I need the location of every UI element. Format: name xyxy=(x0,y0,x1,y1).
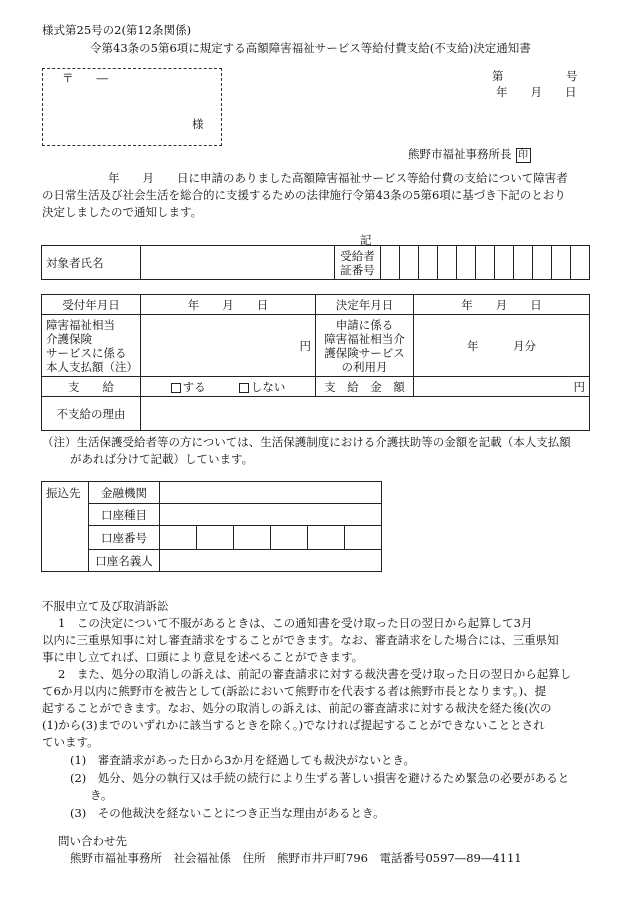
number-cell[interactable] xyxy=(457,246,476,280)
recipient-name-label: 対象者氏名 xyxy=(42,246,141,280)
decision-date-value[interactable]: 年 月 日 xyxy=(414,295,590,315)
bank-table xyxy=(41,481,382,572)
number-cell[interactable] xyxy=(476,246,495,280)
postal-code: 〒 ― xyxy=(62,71,108,85)
decision-date-label: 決定年月日 xyxy=(316,295,414,315)
payment-options xyxy=(141,377,316,397)
sender xyxy=(408,146,531,163)
amount-value[interactable]: 円 xyxy=(141,315,316,377)
account-number-cell[interactable] xyxy=(197,526,234,550)
account-number-label: 口座番号 xyxy=(89,526,160,550)
intro-line-3: 決定しましたので通知します。 xyxy=(42,205,203,219)
account-type-label: 口座種目 xyxy=(89,504,160,526)
honorific: 様 xyxy=(192,117,204,131)
number-cell[interactable] xyxy=(571,246,590,280)
note-line-1: （注）生活保護受給者等の方については、生活保護制度における介護扶助等の金額を記載（本人支払額 xyxy=(42,435,571,449)
appeal-item: (2) 処分、処分の執行又は手続の続行により生ずる著しい損害を避けるため緊急の必要があると xyxy=(70,771,570,785)
appeal-line: 事に申し立てれば、口頭により意見を述べることができます。 xyxy=(42,650,364,664)
reason-value[interactable] xyxy=(141,397,590,431)
reason-label: 不支給の理由 xyxy=(42,397,141,431)
appeal-line: ています。 xyxy=(42,735,99,749)
form-number: 様式第25号の2(第12条関係) xyxy=(42,23,192,37)
doc-date: 年 月 日 xyxy=(496,85,577,99)
contact-line: 熊野市福祉事務所 社会福祉係 住所 熊野市井戸町796 電話番号0597―89―4111 xyxy=(70,851,522,865)
intro-line-2: の日常生活及び社会生活を総合的に支援するための法律施行令第43条の5第6項に基づき下記のとおり xyxy=(42,188,566,202)
recipient-table xyxy=(41,245,590,280)
number-cell[interactable] xyxy=(381,246,400,280)
option-no-label: しない xyxy=(250,379,286,394)
account-holder-value[interactable] xyxy=(160,550,382,572)
bank-name-value[interactable] xyxy=(160,482,382,504)
appeal-line: 以内に三重県知事に対し審査請求をすることができます。なお、審査請求をした場合には、三重県知 xyxy=(42,633,559,647)
decision-table xyxy=(41,294,590,431)
appeal-line: て6か月以内に熊野市を被告として(訴訟において熊野市を代表する者は熊野市長となります。)、提 xyxy=(42,684,547,698)
intro-line-1: 年 月 日に申請のありました高額障害福祉サービス等給付費の支給について障害者 xyxy=(108,171,568,185)
account-number-cell[interactable] xyxy=(160,526,197,550)
account-type-value[interactable] xyxy=(160,504,382,526)
account-holder-label: 口座名義人 xyxy=(89,550,160,572)
seal-icon: 印 xyxy=(516,148,531,163)
number-cell[interactable] xyxy=(533,246,552,280)
appeal-line: 1 この決定について不服があるときは、この通知書を受け取った日の翌日から起算して3月 xyxy=(58,616,533,630)
number-cell[interactable] xyxy=(438,246,457,280)
receipt-date-label: 受付年月日 xyxy=(42,295,141,315)
appeal-line: (1)から(3)までのいずれかに該当するときを除く。)でなければ提起することができないこととされ xyxy=(42,718,545,732)
number-cell[interactable] xyxy=(552,246,571,280)
recipient-name-value[interactable] xyxy=(141,246,335,280)
ki-label: 記 xyxy=(360,233,372,247)
appeal-title: 不服申立て及び取消訴訟 xyxy=(42,599,169,613)
checkbox-yes[interactable] xyxy=(171,383,181,393)
amount-label: 障害福祉相当 介護保険 サービスに係る 本人支払額（注） xyxy=(42,315,141,377)
number-cell[interactable] xyxy=(514,246,533,280)
appeal-item: (1) 審査請求があった日から3か月を経過しても裁決がないとき。 xyxy=(70,753,416,767)
sender-name: 熊野市福祉事務所長 xyxy=(408,147,512,161)
pay-amount-label: 支 給 金 額 xyxy=(316,377,414,397)
account-number-cell[interactable] xyxy=(345,526,382,550)
bank-section-label: 振込先 xyxy=(42,482,89,572)
appeal-line: 起することができます。なお、処分の取消しの訴えは、前記の審査請求に対する裁決を経た後(次の xyxy=(42,701,552,715)
document-title: 令第43条の5第6項に規定する高額障害福祉サービス等給付費支給(不支給)決定通知書 xyxy=(90,41,531,55)
account-number-cell[interactable] xyxy=(308,526,345,550)
number-cell[interactable] xyxy=(419,246,438,280)
pay-amount-value[interactable]: 円 xyxy=(414,377,590,397)
recipient-number-label: 受給者 証番号 xyxy=(335,246,381,280)
option-yes-label: する xyxy=(182,379,206,394)
contact-title: 問い合わせ先 xyxy=(58,834,127,848)
appeal-line: 2 また、処分の取消しの訴えは、前記の審査請求に対する裁決書を受け取った日の翌日から起算し xyxy=(58,667,572,681)
usage-month-value[interactable]: 年 月分 xyxy=(414,315,590,377)
number-cell[interactable] xyxy=(400,246,419,280)
bank-name-label: 金融機関 xyxy=(89,482,160,504)
receipt-date-value[interactable]: 年 月 日 xyxy=(141,295,316,315)
payment-label: 支 給 xyxy=(42,377,141,397)
usage-month-label: 申請に係る 障害福祉相当介 護保険サービス の利用月 xyxy=(316,315,414,377)
appeal-item: (3) その他裁決を経ないことにつき正当な理由があるとき。 xyxy=(70,806,385,820)
number-cell[interactable] xyxy=(495,246,514,280)
account-number-cell[interactable] xyxy=(271,526,308,550)
checkbox-no[interactable] xyxy=(239,383,249,393)
doc-number-go: 号 xyxy=(566,69,578,83)
note-line-2: があれば分けて記載）しています。 xyxy=(70,452,254,466)
appeal-item: き。 xyxy=(90,788,113,802)
account-number-cell[interactable] xyxy=(234,526,271,550)
doc-number-dai: 第 xyxy=(492,69,504,83)
